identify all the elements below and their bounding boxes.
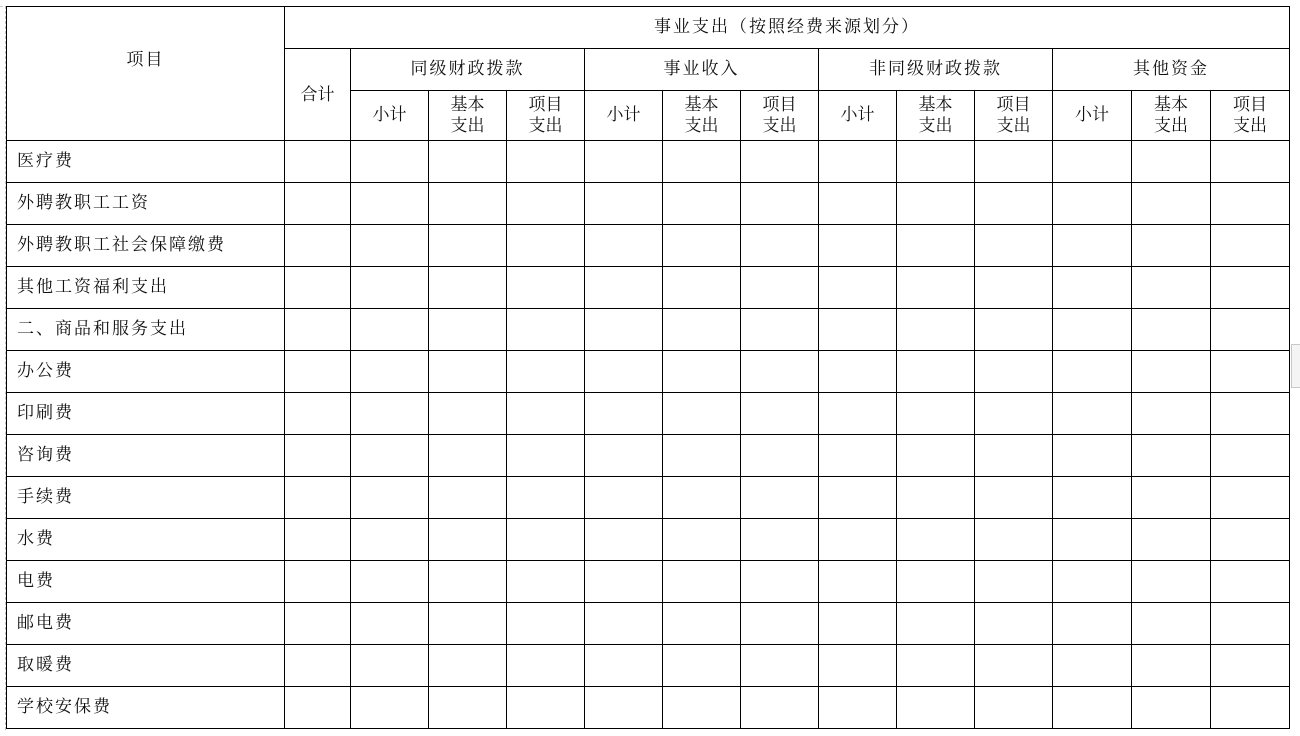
value-cell[interactable]: [1132, 687, 1211, 729]
value-cell[interactable]: [429, 687, 507, 729]
value-cell[interactable]: [1053, 225, 1132, 267]
value-cell[interactable]: [507, 351, 585, 393]
value-cell[interactable]: [507, 225, 585, 267]
subheader-subtotal: 小计: [819, 91, 897, 141]
value-cell[interactable]: [351, 351, 429, 393]
value-cell[interactable]: [741, 309, 819, 351]
row-label[interactable]: 电费: [7, 561, 285, 603]
value-cell[interactable]: [975, 309, 1053, 351]
subheader-project-expense-line2: 支出: [1233, 115, 1268, 136]
value-cell[interactable]: [1053, 687, 1132, 729]
value-cell[interactable]: [1132, 645, 1211, 687]
subheader-subtotal: 小计: [351, 91, 429, 141]
value-cell[interactable]: [897, 225, 975, 267]
value-cell[interactable]: [1053, 351, 1132, 393]
value-cell[interactable]: [585, 477, 663, 519]
value-cell[interactable]: [975, 393, 1053, 435]
value-cell[interactable]: [663, 141, 741, 183]
value-cell[interactable]: [507, 687, 585, 729]
subheader-basic-expense-line2: 支出: [450, 115, 485, 136]
value-cell[interactable]: [975, 561, 1053, 603]
value-cell[interactable]: [741, 435, 819, 477]
subheader-project-expense: [1211, 91, 1290, 141]
row-label[interactable]: 印刷费: [7, 393, 285, 435]
table-row: [7, 561, 1290, 603]
header-source-1: 同级财政拨款: [351, 49, 585, 91]
table-row: [7, 141, 1290, 183]
value-cell[interactable]: [897, 603, 975, 645]
value-cell[interactable]: [975, 435, 1053, 477]
subheader-project-expense-line2: 支出: [528, 115, 563, 136]
value-cell[interactable]: [741, 519, 819, 561]
subheader-basic-expense-line2: 支出: [684, 115, 719, 136]
value-cell[interactable]: [1132, 477, 1211, 519]
value-cell[interactable]: [663, 351, 741, 393]
value-cell[interactable]: [429, 645, 507, 687]
value-cell[interactable]: [897, 519, 975, 561]
value-cell[interactable]: [507, 561, 585, 603]
value-cell[interactable]: [741, 645, 819, 687]
value-cell[interactable]: [285, 519, 351, 561]
value-cell[interactable]: [819, 309, 897, 351]
value-cell[interactable]: [897, 393, 975, 435]
table-row: [7, 309, 1290, 351]
row-label[interactable]: 学校安保费: [7, 687, 285, 729]
row-label[interactable]: 外聘教职工社会保障缴费: [7, 225, 285, 267]
value-cell[interactable]: [285, 141, 351, 183]
value-cell[interactable]: [1132, 435, 1211, 477]
value-cell[interactable]: [975, 183, 1053, 225]
value-cell[interactable]: [351, 477, 429, 519]
value-cell[interactable]: [285, 225, 351, 267]
value-cell[interactable]: [585, 141, 663, 183]
value-cell[interactable]: [1132, 603, 1211, 645]
subheader-project-expense: [741, 91, 819, 141]
value-cell[interactable]: [663, 645, 741, 687]
value-cell[interactable]: [1132, 183, 1211, 225]
value-cell[interactable]: [897, 309, 975, 351]
value-cell[interactable]: [429, 603, 507, 645]
row-label[interactable]: 取暖费: [7, 645, 285, 687]
value-cell[interactable]: [975, 645, 1053, 687]
value-cell[interactable]: [897, 645, 975, 687]
value-cell[interactable]: [819, 477, 897, 519]
value-cell[interactable]: [351, 183, 429, 225]
table-row: [7, 603, 1290, 645]
value-cell[interactable]: [285, 603, 351, 645]
subheader-project-expense-line1: 项目: [528, 94, 563, 115]
value-cell[interactable]: [585, 645, 663, 687]
value-cell[interactable]: [1211, 141, 1290, 183]
row-label[interactable]: 办公费: [7, 351, 285, 393]
value-cell[interactable]: [285, 351, 351, 393]
value-cell[interactable]: [1211, 561, 1290, 603]
value-cell[interactable]: [819, 267, 897, 309]
value-cell[interactable]: [585, 309, 663, 351]
value-cell[interactable]: [351, 645, 429, 687]
subheader-project-expense-line2: 支出: [762, 115, 797, 136]
value-cell[interactable]: [585, 183, 663, 225]
subheader-project-expense-line2: 支出: [996, 115, 1031, 136]
value-cell[interactable]: [819, 645, 897, 687]
value-cell[interactable]: [663, 519, 741, 561]
value-cell[interactable]: [285, 645, 351, 687]
subheader-project-expense-line1: 项目: [762, 94, 797, 115]
value-cell[interactable]: [351, 561, 429, 603]
value-cell[interactable]: [1053, 603, 1132, 645]
value-cell[interactable]: [285, 393, 351, 435]
value-cell[interactable]: [285, 435, 351, 477]
row-label[interactable]: 手续费: [7, 477, 285, 519]
value-cell[interactable]: [975, 351, 1053, 393]
value-cell[interactable]: [975, 687, 1053, 729]
value-cell[interactable]: [429, 267, 507, 309]
value-cell[interactable]: [1132, 141, 1211, 183]
value-cell[interactable]: [1053, 435, 1132, 477]
value-cell[interactable]: [663, 603, 741, 645]
value-cell[interactable]: [663, 267, 741, 309]
value-cell[interactable]: [351, 225, 429, 267]
table-row: [7, 645, 1290, 687]
value-cell[interactable]: [819, 561, 897, 603]
value-cell[interactable]: [819, 687, 897, 729]
value-cell[interactable]: [663, 687, 741, 729]
value-cell[interactable]: [819, 183, 897, 225]
scroll-handle[interactable]: [1291, 344, 1300, 388]
value-cell[interactable]: [1211, 435, 1290, 477]
row-label[interactable]: 其他工资福利支出: [7, 267, 285, 309]
value-cell[interactable]: [429, 561, 507, 603]
value-cell[interactable]: [429, 519, 507, 561]
subheader-basic-expense-line1: 基本: [684, 94, 719, 115]
value-cell[interactable]: [741, 561, 819, 603]
value-cell[interactable]: [1132, 393, 1211, 435]
subheader-subtotal: 小计: [1053, 91, 1132, 141]
value-cell[interactable]: [819, 225, 897, 267]
value-cell[interactable]: [1211, 393, 1290, 435]
value-cell[interactable]: [1211, 183, 1290, 225]
value-cell[interactable]: [351, 687, 429, 729]
value-cell[interactable]: [819, 393, 897, 435]
subheader-basic-expense-line1: 基本: [1154, 94, 1188, 115]
value-cell[interactable]: [1132, 267, 1211, 309]
value-cell[interactable]: [429, 141, 507, 183]
value-cell[interactable]: [285, 267, 351, 309]
value-cell[interactable]: [897, 183, 975, 225]
value-cell[interactable]: [507, 519, 585, 561]
subheader-basic-expense-line1: 基本: [918, 94, 953, 115]
subheader-basic-expense: [663, 91, 741, 141]
value-cell[interactable]: [285, 687, 351, 729]
value-cell[interactable]: [507, 477, 585, 519]
value-cell[interactable]: [975, 141, 1053, 183]
value-cell[interactable]: [1211, 645, 1290, 687]
value-cell[interactable]: [585, 519, 663, 561]
header-total: 合计: [285, 49, 351, 141]
value-cell[interactable]: [585, 351, 663, 393]
value-cell[interactable]: [429, 183, 507, 225]
value-cell[interactable]: [285, 561, 351, 603]
value-cell[interactable]: [1211, 309, 1290, 351]
subheader-basic-expense-line2: 支出: [1154, 115, 1188, 136]
row-label[interactable]: 水费: [7, 519, 285, 561]
value-cell[interactable]: [663, 477, 741, 519]
value-cell[interactable]: [285, 477, 351, 519]
value-cell[interactable]: [585, 603, 663, 645]
value-cell[interactable]: [663, 435, 741, 477]
value-cell[interactable]: [975, 267, 1053, 309]
value-cell[interactable]: [897, 351, 975, 393]
value-cell[interactable]: [585, 687, 663, 729]
value-cell[interactable]: [1053, 561, 1132, 603]
value-cell[interactable]: [351, 603, 429, 645]
value-cell[interactable]: [897, 267, 975, 309]
value-cell[interactable]: [741, 141, 819, 183]
table-row: [7, 351, 1290, 393]
value-cell[interactable]: [585, 393, 663, 435]
value-cell[interactable]: [741, 393, 819, 435]
value-cell[interactable]: [741, 687, 819, 729]
value-cell[interactable]: [975, 519, 1053, 561]
subheader-project-expense: [507, 91, 585, 141]
value-cell[interactable]: [351, 435, 429, 477]
value-cell[interactable]: [351, 309, 429, 351]
value-cell[interactable]: [819, 603, 897, 645]
table-row: [7, 225, 1290, 267]
table-row: [7, 435, 1290, 477]
value-cell[interactable]: [819, 435, 897, 477]
subheader-project-expense: [975, 91, 1053, 141]
value-cell[interactable]: [741, 477, 819, 519]
value-cell[interactable]: [1053, 645, 1132, 687]
table-row: [7, 519, 1290, 561]
value-cell[interactable]: [507, 645, 585, 687]
value-cell[interactable]: [429, 435, 507, 477]
value-cell[interactable]: [1211, 603, 1290, 645]
row-label[interactable]: 邮电费: [7, 603, 285, 645]
value-cell[interactable]: [285, 183, 351, 225]
value-cell[interactable]: [1211, 519, 1290, 561]
value-cell[interactable]: [507, 603, 585, 645]
row-label[interactable]: 咨询费: [7, 435, 285, 477]
value-cell[interactable]: [663, 225, 741, 267]
value-cell[interactable]: [1132, 309, 1211, 351]
value-cell[interactable]: [1053, 183, 1132, 225]
expenditure-table: [6, 6, 1290, 729]
value-cell[interactable]: [975, 603, 1053, 645]
value-cell[interactable]: [819, 141, 897, 183]
value-cell[interactable]: [741, 267, 819, 309]
value-cell[interactable]: [585, 225, 663, 267]
table-row: [7, 477, 1290, 519]
value-cell[interactable]: [1211, 267, 1290, 309]
value-cell[interactable]: [1211, 477, 1290, 519]
value-cell[interactable]: [897, 561, 975, 603]
value-cell[interactable]: [351, 141, 429, 183]
subheader-basic-expense-line1: 基本: [450, 94, 485, 115]
value-cell[interactable]: [1211, 225, 1290, 267]
value-cell[interactable]: [663, 393, 741, 435]
value-cell[interactable]: [351, 519, 429, 561]
value-cell[interactable]: [897, 687, 975, 729]
value-cell[interactable]: [1053, 267, 1132, 309]
subheader-subtotal: 小计: [585, 91, 663, 141]
value-cell[interactable]: [507, 141, 585, 183]
table-row: [7, 393, 1290, 435]
value-cell[interactable]: [1053, 309, 1132, 351]
value-cell[interactable]: [351, 267, 429, 309]
subheader-basic-expense: [897, 91, 975, 141]
value-cell[interactable]: [975, 225, 1053, 267]
value-cell[interactable]: [429, 225, 507, 267]
value-cell[interactable]: [819, 351, 897, 393]
value-cell[interactable]: [1211, 351, 1290, 393]
header-source-4: 其他资金: [1053, 49, 1290, 91]
value-cell[interactable]: [1211, 687, 1290, 729]
value-cell[interactable]: [429, 351, 507, 393]
row-label[interactable]: 二、商品和服务支出: [7, 309, 285, 351]
value-cell[interactable]: [897, 435, 975, 477]
header-source-2: 事业收入: [585, 49, 819, 91]
value-cell[interactable]: [507, 435, 585, 477]
value-cell[interactable]: [1053, 519, 1132, 561]
row-label[interactable]: 外聘教职工工资: [7, 183, 285, 225]
value-cell[interactable]: [1132, 519, 1211, 561]
subheader-project-expense-line1: 项目: [996, 94, 1031, 115]
value-cell[interactable]: [1132, 225, 1211, 267]
value-cell[interactable]: [1053, 477, 1132, 519]
value-cell[interactable]: [429, 309, 507, 351]
table-row: [7, 267, 1290, 309]
table-row: [7, 687, 1290, 729]
subheader-basic-expense: [429, 91, 507, 141]
value-cell[interactable]: [663, 183, 741, 225]
value-cell[interactable]: [897, 141, 975, 183]
value-cell[interactable]: [1132, 351, 1211, 393]
value-cell[interactable]: [663, 561, 741, 603]
header-main-title: 事业支出（按照经费来源划分）: [285, 7, 1290, 49]
value-cell[interactable]: [507, 183, 585, 225]
row-label[interactable]: 医疗费: [7, 141, 285, 183]
value-cell[interactable]: [507, 309, 585, 351]
value-cell[interactable]: [585, 435, 663, 477]
value-cell[interactable]: [897, 477, 975, 519]
value-cell[interactable]: [1053, 141, 1132, 183]
value-cell[interactable]: [1132, 561, 1211, 603]
value-cell[interactable]: [351, 393, 429, 435]
value-cell[interactable]: [741, 225, 819, 267]
value-cell[interactable]: [819, 519, 897, 561]
subheader-project-expense-line1: 项目: [1233, 94, 1268, 115]
value-cell[interactable]: [663, 309, 741, 351]
subheader-basic-expense: [1132, 91, 1211, 141]
value-cell[interactable]: [741, 183, 819, 225]
value-cell[interactable]: [429, 393, 507, 435]
value-cell[interactable]: [741, 603, 819, 645]
table-row: [7, 183, 1290, 225]
value-cell[interactable]: [975, 477, 1053, 519]
value-cell[interactable]: [507, 393, 585, 435]
value-cell[interactable]: [741, 351, 819, 393]
value-cell[interactable]: [585, 561, 663, 603]
value-cell[interactable]: [1053, 393, 1132, 435]
subheader-basic-expense-line2: 支出: [918, 115, 953, 136]
header-item: 项目: [7, 7, 285, 141]
header-source-3: 非同级财政拨款: [819, 49, 1053, 91]
value-cell[interactable]: [285, 309, 351, 351]
value-cell[interactable]: [429, 477, 507, 519]
value-cell[interactable]: [507, 267, 585, 309]
value-cell[interactable]: [585, 267, 663, 309]
